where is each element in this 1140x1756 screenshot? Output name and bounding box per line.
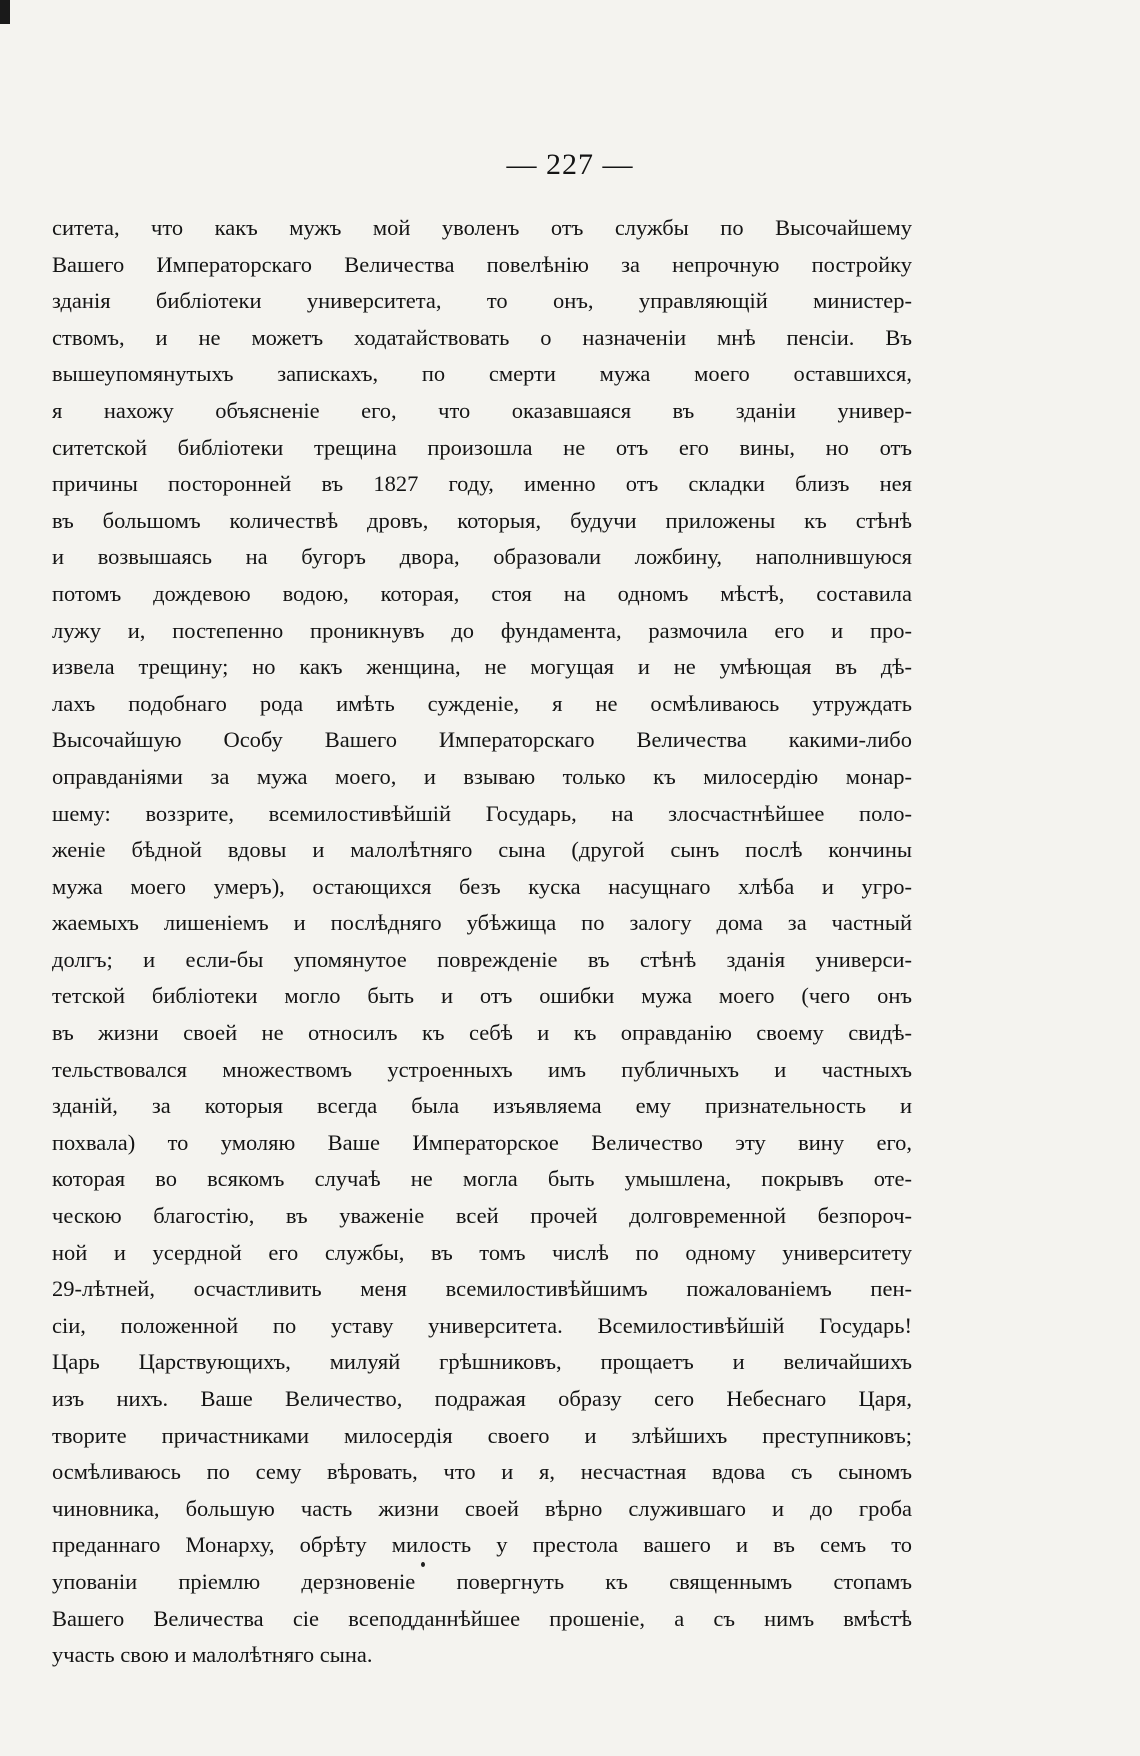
text-line: которая во всякомъ случаѣ не могла быть умышлена, покрывъ оте- bbox=[52, 1166, 912, 1192]
text-line: извела трещину; но какъ женщина, не могущая и не умѣющая въ дѣ- bbox=[52, 654, 912, 680]
text-line: мужа моего умеръ), остающихся безъ куска насущнаго хлѣба и угро- bbox=[52, 873, 912, 899]
text-line: зданія библіотеки университета, то онъ, управляющій министер- bbox=[52, 288, 912, 314]
text-line-final: участь свою и малолѣтняго сына. bbox=[52, 1642, 373, 1668]
text-line: лахъ подобнаго рода имѣть сужденіе, я не осмѣливаюсь утруждать bbox=[52, 690, 912, 716]
text-line: оправданіями за мужа моего, и взываю только къ милосердію монар- bbox=[52, 763, 912, 789]
body-text bbox=[52, 210, 912, 1674]
text-line: Вашего Величества сіе всеподданнѣйшее прошеніе, а съ нимъ вмѣстѣ bbox=[52, 1605, 912, 1631]
text-line: осмѣливаюсь по сему вѣровать, что и я, несчастная вдова съ сыномъ bbox=[52, 1459, 912, 1485]
text-line: и возвышаясь на бугоръ двора, образовали ложбину, наполнившуюся bbox=[52, 544, 912, 570]
text-line: Царь Царствующихъ, милуяй грѣшниковъ, прощаетъ и величайшихъ bbox=[52, 1349, 912, 1375]
text-line: изъ нихъ. Ваше Величество, подражая образу сего Небеснаго Царя, bbox=[52, 1386, 912, 1411]
text-line: долгъ; и если-бы упомянутое поврежденіе въ стѣнѣ зданія универси- bbox=[52, 946, 912, 972]
text-line: тетской библіотеки могло быть и отъ ошибки мужа моего (чего онъ bbox=[52, 983, 912, 1009]
text-line: ствомъ, и не можетъ ходатайствовать о назначеніи мнѣ пенсіи. Въ bbox=[52, 324, 912, 350]
text-line: въ жизни своей не относилъ къ себѣ и къ оправданію своему свидѣ- bbox=[52, 1020, 912, 1046]
text-line: лужу и, постепенно проникнувъ до фундамента, размочила его и про- bbox=[52, 617, 912, 643]
text-line: въ большомъ количествѣ дровъ, которыя, будучи приложены къ стѣнѣ bbox=[52, 507, 912, 533]
text-line: ситетской библіотеки трещина произошла не отъ его вины, но отъ bbox=[52, 434, 912, 460]
text-line: женіе бѣдной вдовы и малолѣтняго сына (другой сынъ послѣ кончины bbox=[52, 837, 912, 863]
text-line: 29-лѣтней, осчастливить меня всемилостивѣйшимъ пожалованіемъ пен- bbox=[52, 1276, 912, 1302]
text-line: похвала) то умоляю Ваше Императорское Величество эту вину его, bbox=[52, 1129, 912, 1155]
text-line: творите причастниками милосердія своего и злѣйшихъ преступниковъ; bbox=[52, 1422, 912, 1448]
text-line: чиновника, большую часть жизни своей вѣрно служившаго и до гроба bbox=[52, 1495, 912, 1521]
text-line: сіи, положенной по уставу университета. Всемилостивѣйшій Государь! bbox=[52, 1312, 912, 1338]
text-line: вышеупомянутыхъ запискахъ, по смерти мужа моего оставшихся, bbox=[52, 361, 912, 387]
text-line: ной и усердной его службы, въ томъ числѣ по одному университету bbox=[52, 1239, 912, 1265]
scan-edge-mark bbox=[0, 0, 10, 24]
text-line: причины посторонней въ 1827 году, именно отъ складки близъ нея bbox=[52, 471, 912, 497]
text-line: упованіи пріемлю дерзновеніе повергнуть къ священнымъ стопамъ bbox=[52, 1568, 912, 1594]
text-line: шему: воззрите, всемилостивѣйшій Государь, на злосчастнѣйшее поло- bbox=[52, 800, 912, 826]
text-line: жаемыхъ лишеніемъ и послѣдняго убѣжища по залогу дома за частный bbox=[52, 910, 912, 936]
text-line: потомъ дождевою водою, которая, стоя на одномъ мѣстѣ, составила bbox=[52, 580, 912, 606]
text-line: тельствовался множествомъ устроенныхъ имъ публичныхъ и частныхъ bbox=[52, 1056, 912, 1082]
text-line: Вашего Императорскаго Величества повелѣнію за непрочную постройку bbox=[52, 251, 912, 277]
text-line: преданнаго Монарху, обрѣту милость у престола вашего и въ семъ то bbox=[52, 1532, 912, 1558]
page-number: — 227 — bbox=[506, 148, 634, 181]
text-line: ситета, что какъ мужъ мой уволенъ отъ службы по Высочайшему bbox=[52, 215, 912, 240]
text-line: Высочайшую Особу Вашего Императорскаго Величества какими-либо bbox=[52, 727, 912, 753]
text-line: зданій, за которыя всегда была изъявляема ему признательность и bbox=[52, 1093, 912, 1119]
ink-dot bbox=[421, 1562, 425, 1567]
text-line: я нахожу объясненіе его, что оказавшаяся въ зданіи универ- bbox=[52, 397, 912, 423]
text-line: ческою благостію, въ уваженіе всей прочей долговременной безпороч- bbox=[52, 1203, 912, 1229]
